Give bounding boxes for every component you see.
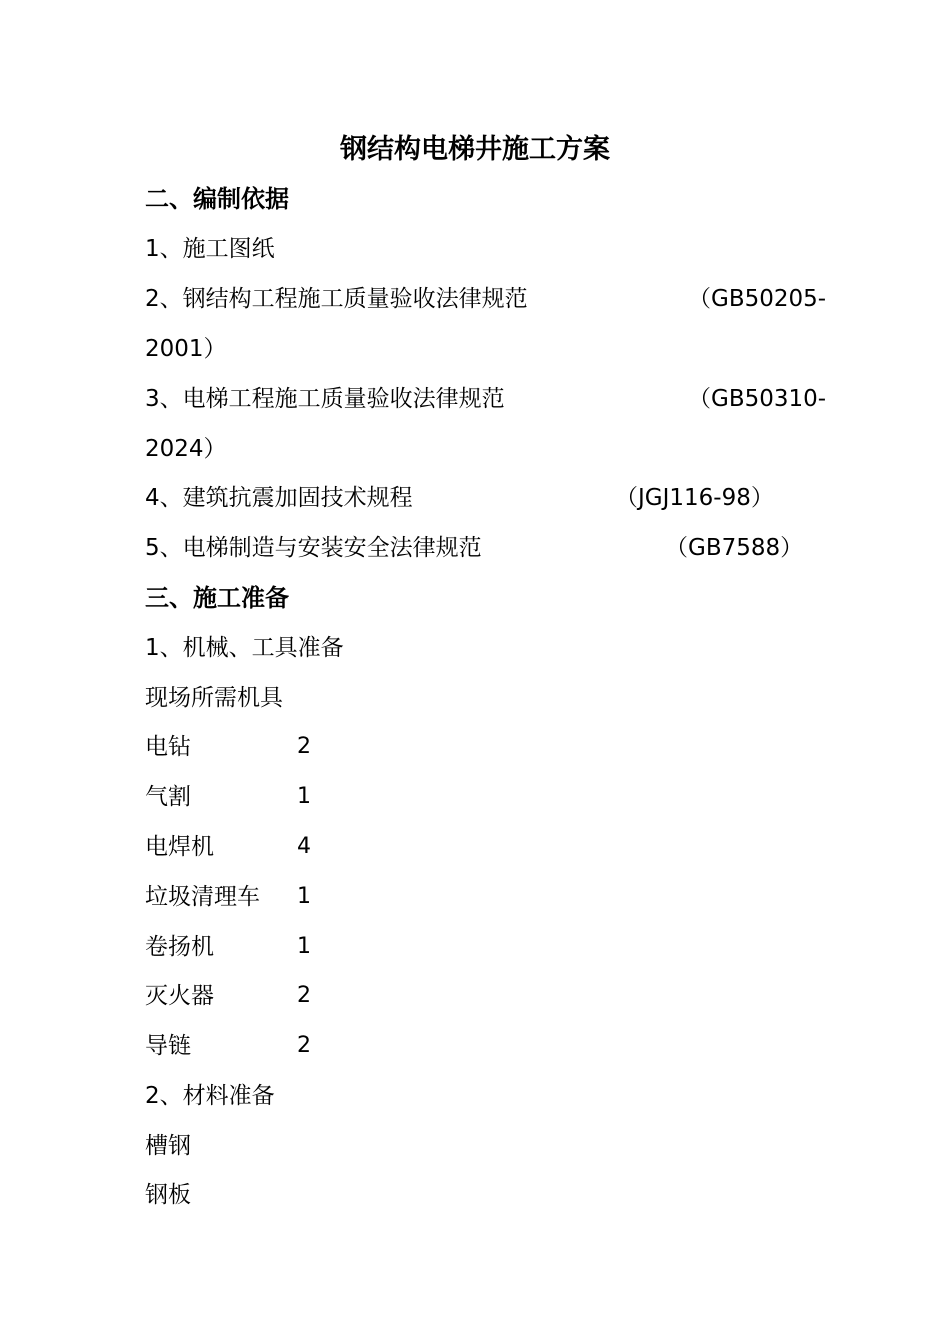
basis-item-4-ref: （JGJ116-98） bbox=[615, 485, 774, 511]
document-title: 钢结构电梯井施工方案 bbox=[340, 134, 610, 165]
machine-qty: 1 bbox=[297, 884, 311, 909]
machine-name: 气割 bbox=[145, 784, 191, 810]
material-item: 钢板 bbox=[145, 1182, 191, 1208]
machine-qty: 2 bbox=[297, 1033, 311, 1058]
machine-name: 电焊机 bbox=[145, 834, 214, 860]
material-item: 槽钢 bbox=[145, 1133, 191, 1159]
basis-item-3-ref-continued: 2024） bbox=[145, 436, 227, 462]
basis-item-2: 2、钢结构工程施工质量验收法律规范 bbox=[145, 286, 528, 312]
machine-qty: 4 bbox=[297, 834, 311, 859]
machine-qty: 1 bbox=[297, 784, 311, 809]
basis-item-2-ref: （GB50205- bbox=[688, 286, 827, 312]
basis-item-3-ref: （GB50310- bbox=[688, 386, 827, 412]
machine-name: 灭火器 bbox=[145, 983, 214, 1009]
machine-name: 导链 bbox=[145, 1033, 191, 1059]
basis-item-4: 4、建筑抗震加固技术规程 bbox=[145, 485, 413, 511]
subheading-machines: 1、机械、工具准备 bbox=[145, 635, 344, 661]
basis-item-2-ref-continued: 2001） bbox=[145, 336, 227, 362]
machine-qty: 1 bbox=[297, 934, 311, 959]
section-heading-basis: 二、编制依据 bbox=[145, 185, 289, 213]
machine-name: 垃圾清理车 bbox=[145, 884, 260, 910]
subheading-materials: 2、材料准备 bbox=[145, 1083, 275, 1109]
basis-item-1: 1、施工图纸 bbox=[145, 236, 275, 262]
machine-qty: 2 bbox=[297, 734, 311, 759]
machine-name: 卷扬机 bbox=[145, 934, 214, 960]
basis-item-3: 3、电梯工程施工质量验收法律规范 bbox=[145, 386, 505, 412]
machine-qty: 2 bbox=[297, 983, 311, 1008]
machine-name: 电钻 bbox=[145, 734, 191, 760]
machines-intro: 现场所需机具 bbox=[145, 685, 283, 711]
basis-item-5: 5、电梯制造与安装安全法律规范 bbox=[145, 535, 482, 561]
section-heading-preparation: 三、施工准备 bbox=[145, 584, 289, 612]
basis-item-5-ref: （GB7588） bbox=[665, 535, 804, 561]
